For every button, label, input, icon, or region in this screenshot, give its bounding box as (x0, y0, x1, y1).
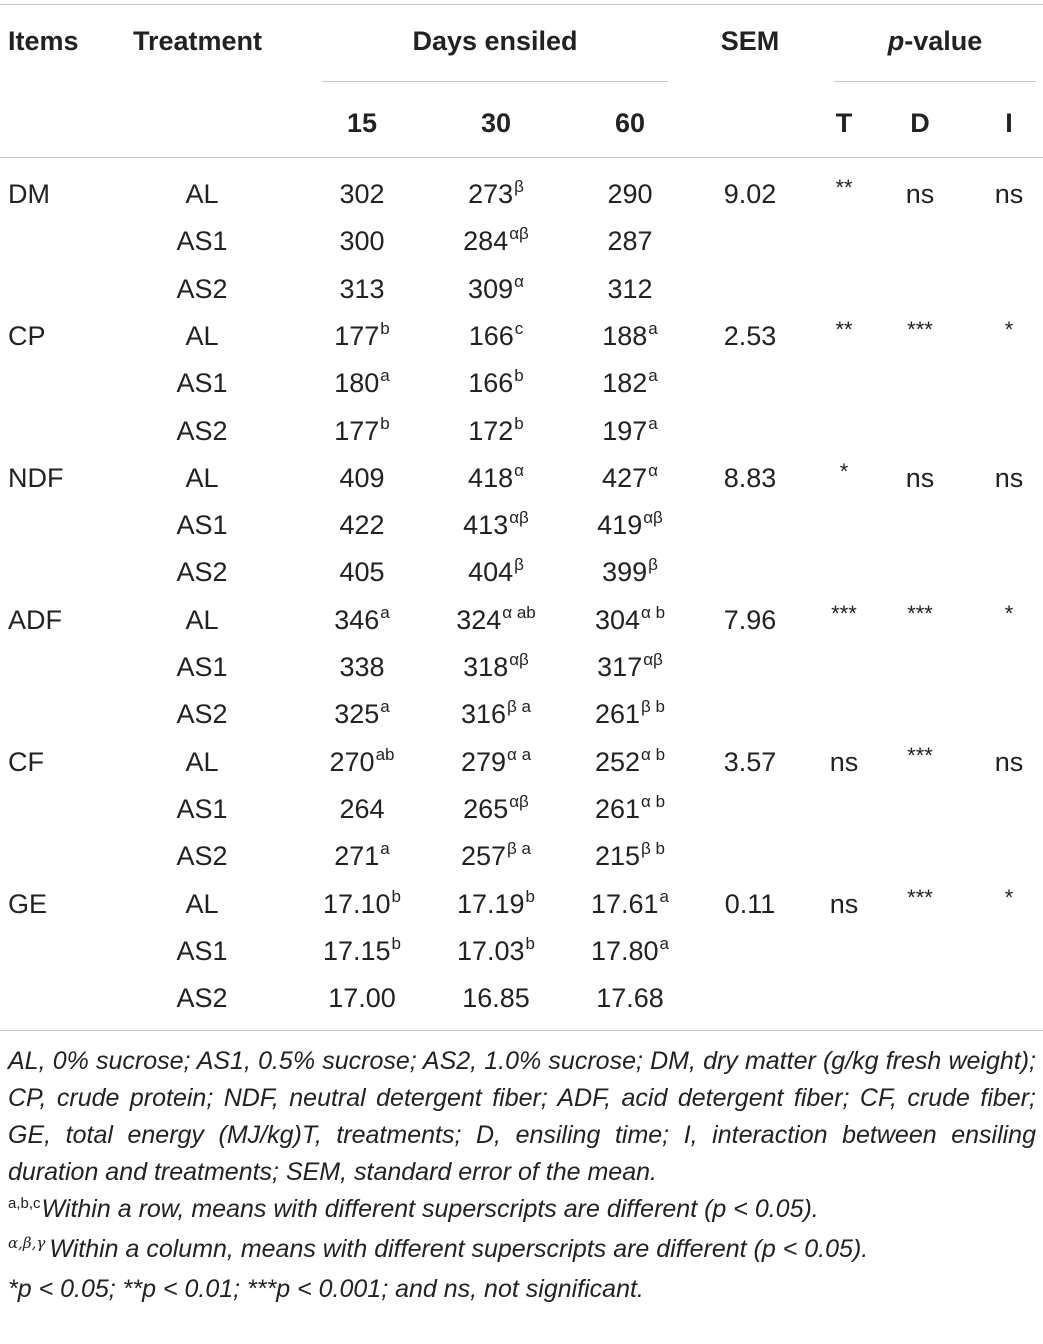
p-value-i: ns (994, 747, 1024, 777)
cell-superscript: αβ (509, 792, 529, 811)
cell-superscript: α (514, 272, 524, 291)
cell-value: 197 (602, 416, 648, 446)
cell-superscript: b (380, 319, 390, 338)
top-rule (0, 4, 1043, 5)
cell-value: 418 (468, 463, 514, 493)
table-cell-day-60 (560, 698, 700, 734)
cell-value: 284 (463, 226, 509, 256)
p-value-t: ns (829, 889, 859, 919)
cell-value: 302 (339, 179, 385, 209)
cell-value: 404 (468, 557, 514, 587)
cell-superscript: αβ (643, 650, 663, 669)
cell-value: 270 (329, 747, 375, 777)
table-cell-day-15 (292, 698, 432, 734)
cell-superscript: c (514, 319, 524, 338)
header-pvalue-p: p (887, 26, 905, 56)
table-cell-day-60 (560, 840, 700, 876)
treatment-label: AS1 (176, 794, 228, 824)
cell-superscript: β a (507, 839, 532, 858)
table-cell-day-30 (426, 556, 566, 592)
cell-value: 166 (468, 368, 514, 398)
table-cell-day-60 (560, 888, 700, 924)
table-cell-day-60 (560, 225, 700, 257)
table-cell-day-30 (426, 509, 566, 545)
table-cell-day-15 (292, 273, 432, 305)
table-cell-day-15 (292, 651, 432, 683)
cell-value: 177 (334, 321, 380, 351)
treatment-label: AS1 (176, 368, 228, 398)
cell-superscript: a (648, 319, 658, 338)
header-days-ensiled: Days ensiled (412, 26, 578, 56)
cell-superscript: β (514, 177, 524, 196)
footnote-column-mark: α,β,γ (8, 1234, 46, 1252)
treatment-label: AL (185, 605, 219, 635)
sem-value: 7.96 (723, 605, 777, 635)
cell-superscript: αβ (643, 508, 663, 527)
cell-superscript: ab (375, 745, 395, 764)
cell-value: 413 (463, 510, 509, 540)
cell-value: 17.03 (456, 936, 525, 966)
treatment-label: AL (185, 179, 219, 209)
cell-value: 17.61 (590, 889, 659, 919)
p-value-d: *** (907, 601, 933, 626)
cell-value: 419 (597, 510, 643, 540)
pvalue-rule (834, 81, 1036, 82)
cell-value: 261 (594, 699, 641, 729)
p-value-i: * (1004, 601, 1014, 626)
treatment-label: AS1 (176, 226, 228, 256)
table-cell-day-60 (560, 556, 700, 592)
cell-superscript: β b (641, 697, 666, 716)
p-value-i: * (1004, 885, 1014, 910)
cell-value: 325 (334, 699, 380, 729)
table-cell-day-15 (292, 746, 432, 782)
item-label: ADF (8, 605, 62, 635)
p-value-i: ns (994, 179, 1024, 209)
cell-superscript: α (648, 461, 658, 480)
cell-value: 182 (602, 368, 648, 398)
footnote-row-mark: a,b,c (8, 1195, 41, 1212)
p-value-d: ns (905, 463, 935, 493)
cell-value: 399 (602, 557, 648, 587)
table-cell-day-15 (292, 509, 432, 541)
cell-value: 215 (594, 841, 641, 871)
header-day-60: 60 (614, 108, 646, 138)
item-label: DM (8, 179, 50, 209)
table-cell-day-15 (292, 225, 432, 257)
cell-superscript: αβ (509, 650, 529, 669)
cell-value: 287 (607, 226, 653, 256)
footnote-column-superscripts (8, 1231, 1036, 1271)
sem-value: 8.83 (723, 463, 777, 493)
table-cell-day-30 (426, 320, 566, 356)
p-value-i: ns (994, 463, 1024, 493)
footnote-column-text: Within a column, means with different superscripts are different (p < 0.05). (49, 1235, 869, 1263)
footnote-abbreviations: AL, 0% sucrose; AS1, 0.5% sucrose; AS2, 1.0% sucrose; DM, dry matter (g/kg fresh weight); CP, crude protein; NDF, neutral detergent fiber; ADF, acid detergent fiber; CF, crude fiber; GE, total energy (MJ/kg)T, treatments; D, ensiling time; I, interaction between ensiling duration and treatments; SEM, standard error of the mean. (8, 1047, 1036, 1186)
cell-value: 313 (339, 274, 385, 304)
treatment-label: AS2 (176, 416, 228, 446)
p-value-t: ** (835, 317, 853, 342)
table-cell-day-15 (292, 367, 432, 403)
treatment-label: AS1 (176, 936, 228, 966)
cell-value: 422 (339, 510, 385, 540)
cell-value: 338 (339, 652, 385, 682)
header-bottom-rule (0, 157, 1043, 158)
treatment-label: AS2 (176, 699, 228, 729)
header-items: Items (8, 26, 79, 56)
table-footnotes (8, 1043, 1036, 1308)
cell-superscript: α a (507, 745, 532, 764)
cell-value: 346 (334, 605, 380, 635)
table-cell-day-15 (292, 793, 432, 825)
p-value-t: ns (829, 747, 859, 777)
item-label: NDF (8, 463, 64, 493)
table-cell-day-60 (560, 651, 700, 687)
cell-value: 290 (607, 179, 653, 209)
treatment-label: AS1 (176, 652, 228, 682)
sem-value: 3.57 (723, 747, 777, 777)
table-cell-day-60 (560, 320, 700, 356)
cell-value: 273 (468, 179, 514, 209)
p-value-i: * (1004, 317, 1014, 342)
cell-value: 271 (334, 841, 380, 871)
cell-superscript: a (659, 934, 670, 953)
treatment-label: AL (185, 463, 219, 493)
cell-superscript: α b (641, 603, 666, 622)
cell-superscript: β a (507, 697, 532, 716)
cell-superscript: α (514, 461, 524, 480)
cell-superscript: a (648, 366, 658, 385)
cell-superscript: a (648, 414, 658, 433)
table-cell-day-60 (560, 415, 700, 451)
header-pvalue-rest: -value (904, 26, 983, 56)
header-p-d: D (910, 108, 930, 138)
cell-superscript: α b (641, 792, 666, 811)
header-treatment: Treatment (133, 26, 263, 56)
cell-value: 317 (597, 652, 643, 682)
cell-superscript: b (391, 887, 402, 906)
cell-superscript: αβ (509, 508, 529, 527)
cell-superscript: a (380, 366, 390, 385)
table-cell-day-30 (426, 462, 566, 498)
table-cell-day-30 (426, 367, 566, 403)
table-cell-day-60 (560, 604, 700, 640)
cell-value: 309 (468, 274, 514, 304)
cell-value: 17.10 (322, 889, 391, 919)
p-value-d: *** (907, 885, 933, 910)
table-cell-day-60 (560, 793, 700, 829)
treatment-label: AS2 (176, 557, 228, 587)
p-value-d: ns (905, 179, 935, 209)
table-cell-day-60 (560, 746, 700, 782)
cell-superscript: b (514, 366, 524, 385)
table-cell-day-60 (560, 935, 700, 971)
table-bottom-rule (0, 1030, 1043, 1031)
header-p-t: T (835, 108, 853, 138)
sem-value: 9.02 (723, 179, 777, 209)
cell-superscript: β (648, 555, 658, 574)
p-value-d: *** (907, 317, 933, 342)
cell-superscript: a (380, 697, 390, 716)
header-p-i: I (1005, 108, 1013, 138)
table-cell-day-15 (292, 982, 432, 1014)
cell-value: 265 (463, 794, 509, 824)
treatment-label: AS2 (176, 983, 228, 1013)
cell-superscript: b (525, 887, 536, 906)
cell-superscript: b (514, 414, 524, 433)
p-value-t: *** (831, 601, 857, 626)
cell-value: 409 (339, 463, 385, 493)
cell-value: 16.85 (462, 983, 530, 1013)
table-cell-day-30 (426, 840, 566, 876)
table-cell-day-15 (292, 178, 432, 210)
cell-value: 304 (594, 605, 641, 635)
table-cell-day-30 (426, 746, 566, 782)
table-cell-day-60 (560, 982, 700, 1014)
table-cell-day-30 (426, 793, 566, 829)
table-cell-day-30 (426, 651, 566, 687)
table-cell-day-60 (560, 367, 700, 403)
header-pvalue (834, 25, 1036, 57)
cell-value: 172 (468, 416, 514, 446)
cell-value: 257 (460, 841, 507, 871)
table-cell-day-30 (426, 982, 566, 1014)
table-cell-day-60 (560, 178, 700, 210)
p-value-t: ** (835, 175, 853, 200)
cell-value: 324 (456, 605, 502, 635)
header-day-15: 15 (346, 108, 378, 138)
table-cell-day-30 (426, 888, 566, 924)
table-cell-day-15 (292, 840, 432, 876)
table-cell-day-15 (292, 604, 432, 640)
footnote-significance: *p < 0.05; **p < 0.01; ***p < 0.001; and ns, not significant. (8, 1275, 644, 1303)
table-cell-day-30 (426, 604, 566, 640)
cell-value: 17.15 (322, 936, 391, 966)
table-cell-day-30 (426, 225, 566, 261)
footnote-row-text: Within a row, means with different superscripts are different (p < 0.05). (41, 1195, 819, 1223)
table-cell-day-60 (560, 462, 700, 498)
table-cell-day-60 (560, 509, 700, 545)
table-cell-day-15 (292, 888, 432, 924)
cell-superscript: a (380, 839, 390, 858)
cell-value: 17.68 (596, 983, 664, 1013)
table-cell-day-15 (292, 556, 432, 588)
cell-superscript: α ab (502, 603, 536, 622)
cell-value: 166 (468, 321, 514, 351)
cell-value: 261 (594, 794, 641, 824)
cell-superscript: b (391, 934, 402, 953)
days-ensiled-rule (322, 81, 668, 82)
cell-value: 316 (460, 699, 507, 729)
cell-value: 17.19 (456, 889, 525, 919)
p-value-d: *** (907, 743, 933, 768)
cell-value: 17.00 (328, 983, 396, 1013)
cell-superscript: αβ (509, 224, 529, 243)
treatment-label: AL (185, 321, 219, 351)
cell-superscript: b (380, 414, 390, 433)
treatment-label: AL (185, 747, 219, 777)
p-value-t: * (839, 459, 849, 484)
cell-superscript: β b (641, 839, 666, 858)
cell-value: 318 (463, 652, 509, 682)
cell-value: 264 (339, 794, 385, 824)
table-cell-day-30 (426, 415, 566, 451)
cell-value: 180 (334, 368, 380, 398)
item-label: CF (8, 747, 44, 777)
cell-superscript: b (525, 934, 536, 953)
cell-value: 177 (334, 416, 380, 446)
table-cell-day-30 (426, 178, 566, 214)
treatment-label: AL (185, 889, 219, 919)
header-day-30: 30 (480, 108, 512, 138)
cell-value: 405 (339, 557, 385, 587)
cell-value: 252 (594, 747, 641, 777)
header-sem: SEM (720, 26, 780, 56)
item-label: GE (8, 889, 48, 919)
table-cell-day-15 (292, 462, 432, 494)
sem-value: 0.11 (724, 889, 776, 919)
item-label: CP (8, 321, 46, 351)
table-cell-day-15 (292, 935, 432, 971)
cell-value: 17.80 (590, 936, 659, 966)
table-cell-day-30 (426, 273, 566, 309)
table-cell-day-15 (292, 415, 432, 451)
treatment-label: AS2 (176, 841, 228, 871)
sem-value: 2.53 (723, 321, 777, 351)
cell-value: 300 (339, 226, 385, 256)
treatment-label: AS2 (176, 274, 228, 304)
cell-superscript: β (514, 555, 524, 574)
treatment-label: AS1 (176, 510, 228, 540)
table-cell-day-30 (426, 935, 566, 971)
cell-value: 312 (607, 274, 653, 304)
table-cell-day-15 (292, 320, 432, 356)
cell-superscript: a (380, 603, 390, 622)
table-cell-day-30 (426, 698, 566, 734)
cell-value: 188 (602, 321, 648, 351)
cell-value: 427 (602, 463, 648, 493)
cell-superscript: α b (641, 745, 666, 764)
table-cell-day-60 (560, 273, 700, 305)
footnote-row-superscripts (8, 1191, 1036, 1231)
cell-superscript: a (659, 887, 670, 906)
cell-value: 279 (460, 747, 507, 777)
